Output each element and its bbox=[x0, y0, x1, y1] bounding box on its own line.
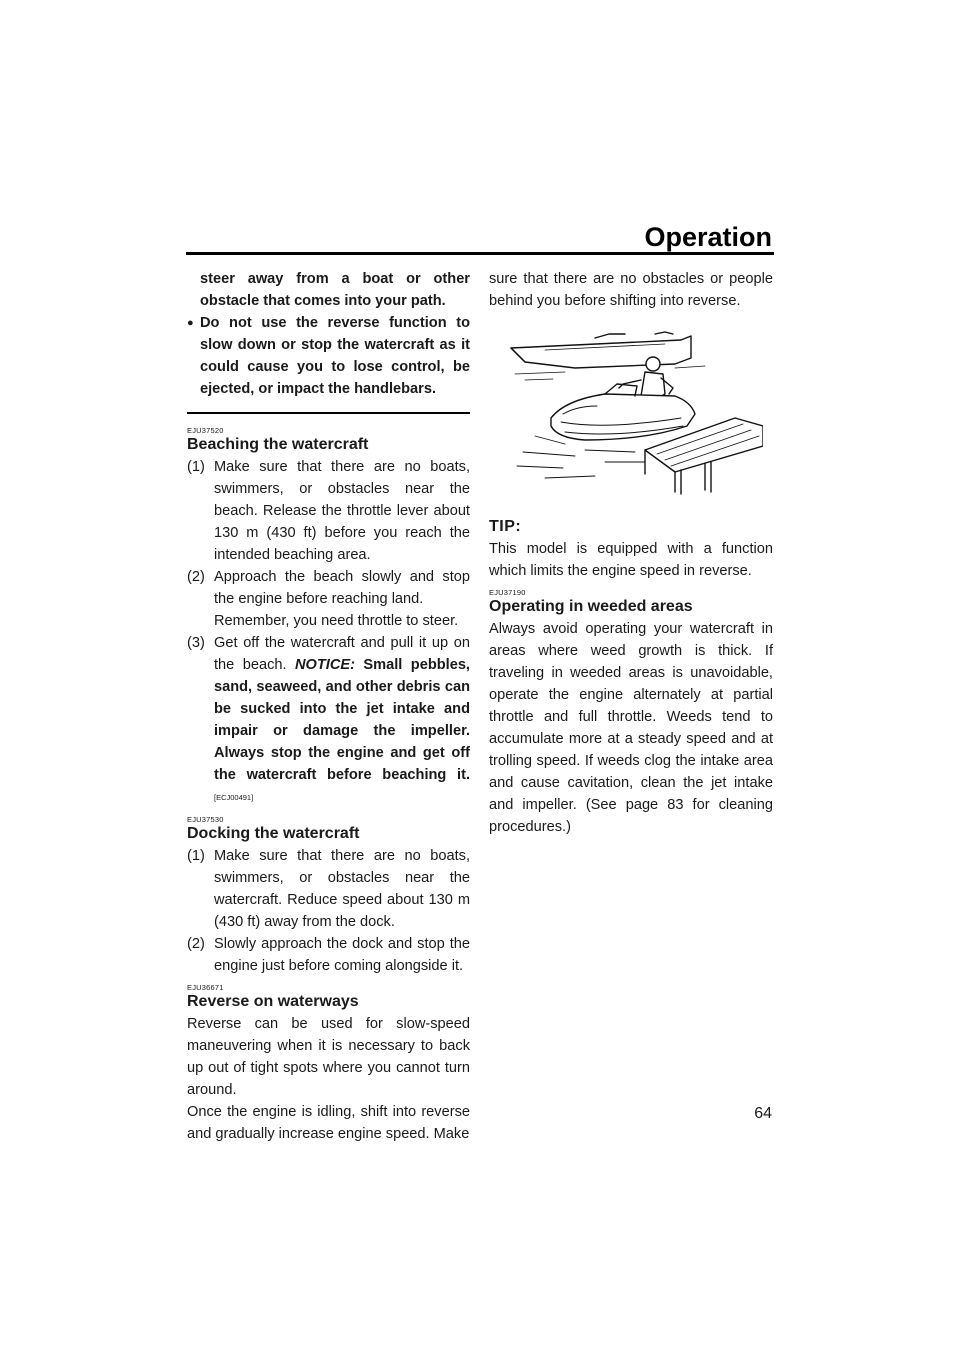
section-title-reverse: Reverse on waterways bbox=[187, 993, 359, 1010]
notice-text: Small pebbles, sand, seaweed, and other debris can be sucked into the jet intake and impair or damage the impeller. Always stop the engine and get off the watercraft before beaching it. bbox=[214, 657, 470, 783]
section-code: EJU36671 bbox=[187, 983, 224, 992]
warning-end-rule bbox=[187, 412, 470, 414]
step-item bbox=[187, 845, 470, 933]
step-text-group bbox=[214, 566, 470, 632]
watercraft-docking-illustration bbox=[505, 322, 763, 498]
step-item bbox=[187, 456, 470, 566]
section-code: EJU37520 bbox=[187, 426, 224, 435]
notice-code: [ECJ00491] bbox=[214, 793, 254, 802]
paragraph: Reverse can be used for slow-speed maneuvering when it is necessary to back up out of tight spots where you cannot turn around. bbox=[187, 1016, 470, 1098]
step-number: (1) bbox=[187, 848, 205, 864]
left-column bbox=[187, 268, 470, 1145]
step-item bbox=[187, 933, 470, 977]
step-text: Remember, you need throttle to steer. bbox=[214, 613, 459, 629]
step-text-group bbox=[214, 632, 470, 809]
notice-label: NOTICE: bbox=[294, 657, 355, 673]
step-text: Slowly approach the dock and stop the engine just before coming alongside it. bbox=[214, 936, 470, 974]
step-text: Get off the watercraft and pull it up on the beach. bbox=[214, 635, 470, 673]
paragraph: Once the engine is idling, shift into reverse and gradually increase engine speed. Make bbox=[187, 1104, 470, 1142]
step-text: Make sure that there are no boats, swimmers, or obstacles near the beach. Release the throttle lever about 130 m (430 ft) before you reach the intended beaching area. bbox=[214, 459, 470, 563]
step-number: (3) bbox=[187, 635, 205, 651]
step-item bbox=[187, 566, 470, 632]
page-number: 64 bbox=[754, 1105, 772, 1122]
warning-continuation: steer away from a boat or other obstacle that comes into your path. bbox=[200, 271, 470, 309]
step-number: (1) bbox=[187, 459, 205, 475]
tip-title: TIP: bbox=[489, 518, 522, 535]
section-code: EJU37190 bbox=[489, 588, 526, 597]
warning-bullet-text: Do not use the reverse function to slow down or stop the watercraft as it could cause you to lose control, be ejected, or impact the handlebars. bbox=[200, 315, 470, 397]
header-rule bbox=[186, 252, 774, 255]
section-title-docking: Docking the watercraft bbox=[187, 825, 360, 842]
bullet-icon: ● bbox=[187, 317, 194, 329]
step-text: Make sure that there are no boats, swimmers, or obstacles near the watercraft. Reduce speed about 130 m (430 ft) away from the dock. bbox=[214, 848, 470, 930]
right-column bbox=[489, 268, 773, 838]
page-title: Operation bbox=[644, 222, 772, 252]
warning-bullet bbox=[187, 312, 470, 400]
step-item bbox=[187, 632, 470, 809]
step-number: (2) bbox=[187, 569, 205, 585]
paragraph: Always avoid operating your watercraft in areas where weed growth is thick. If traveling in weeded areas is unavoidable, operate the engine alternately at partial throttle and full throttle. Weeds tend to accumulate more at a steady speed and at trolling speed. If weeds clog the intake area and cause cavitation, clean the jet intake and impeller. (See page 83 for cleaning procedures.) bbox=[489, 621, 773, 835]
section-title-weeded: Operating in weeded areas bbox=[489, 598, 693, 615]
section-code: EJU37530 bbox=[187, 815, 224, 824]
paragraph: sure that there are no obstacles or people behind you before shifting into reverse. bbox=[489, 271, 773, 309]
section-title-beaching: Beaching the watercraft bbox=[187, 436, 369, 453]
step-number: (2) bbox=[187, 936, 205, 952]
step-text: Approach the beach slowly and stop the engine before reaching land. bbox=[214, 569, 470, 607]
tip-text: This model is equipped with a function which limits the engine speed in reverse. bbox=[489, 541, 773, 579]
